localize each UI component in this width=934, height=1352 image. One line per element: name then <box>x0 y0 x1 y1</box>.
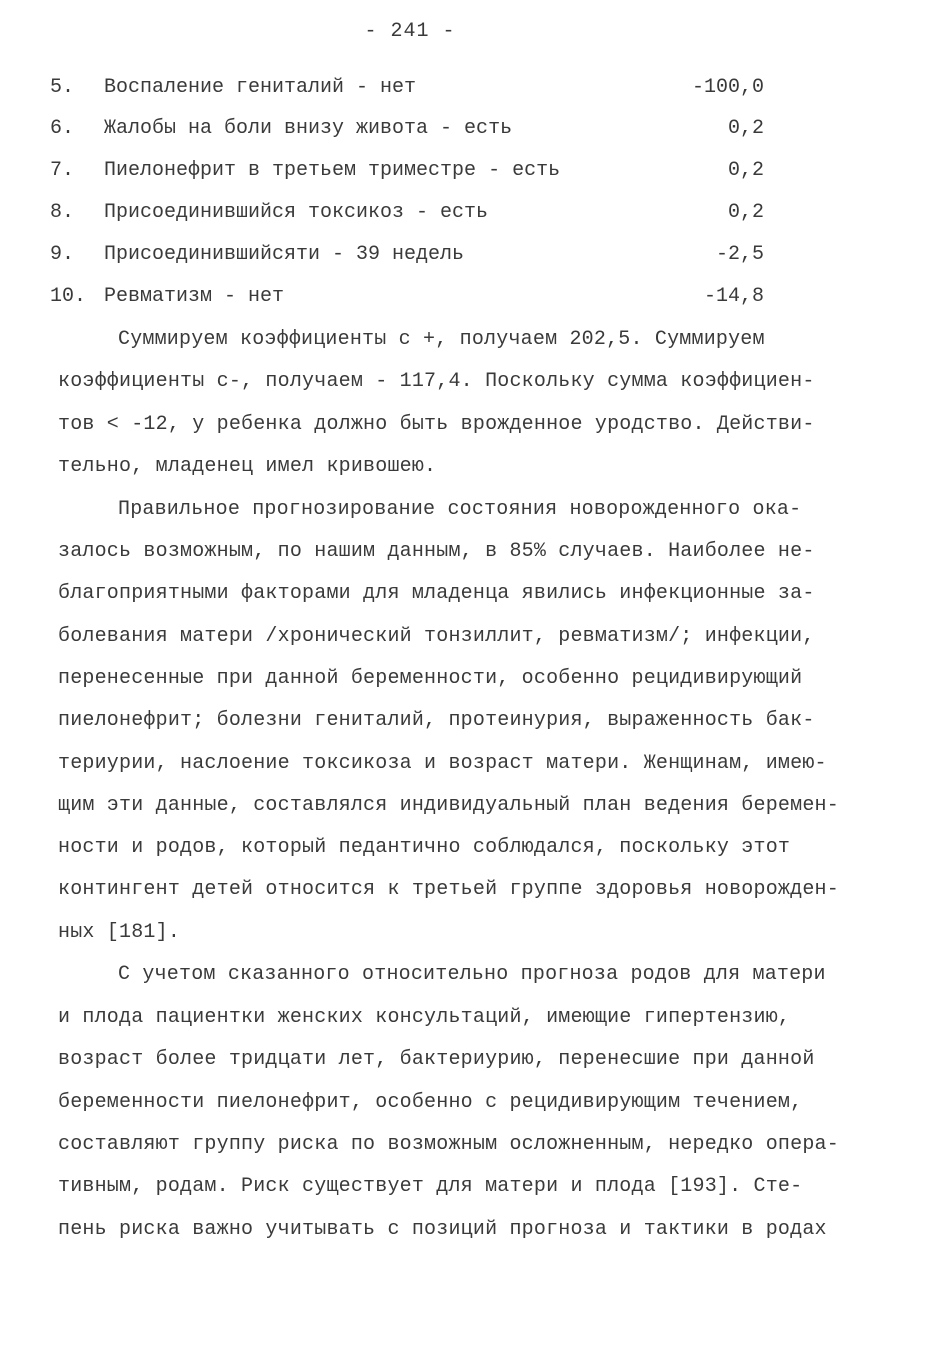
item-number: 9. <box>50 243 75 266</box>
item-value: -14,8 <box>703 285 764 308</box>
item-value: 0,2 <box>727 117 764 140</box>
paragraph-line: тельно, младенец имел кривошею. <box>58 455 437 478</box>
list-item <box>50 159 780 189</box>
item-text: Присоединившийся токсикоз - есть <box>104 201 489 224</box>
list-item <box>50 285 780 315</box>
paragraph-line: перенесенные при данной беременности, особенно рецидивирующий <box>58 667 803 690</box>
item-text: Воспаление гениталий - нет <box>104 76 417 99</box>
list-item <box>50 201 780 231</box>
item-text: Присоединившийсяти - 39 недель <box>104 243 465 266</box>
paragraph-line: ности и родов, который педантично соблюдался, поскольку этот <box>58 836 791 859</box>
paragraph-line: коэффициенты с-, получаем - 117,4. Поскольку сумма коэффициен- <box>58 370 815 393</box>
item-number: 10. <box>50 285 87 308</box>
item-number: 5. <box>50 76 75 99</box>
item-number: 8. <box>50 201 75 224</box>
paragraph-line: териурии, наслоение токсикоза и возраст матери. Женщинам, имею- <box>58 752 827 775</box>
paragraph-line: ных [181]. <box>58 921 181 944</box>
list-item <box>50 76 780 106</box>
item-value: 0,2 <box>727 201 764 224</box>
item-number: 6. <box>50 117 75 140</box>
paragraph-line: С учетом сказанного относительно прогноза родов для матери <box>118 963 826 986</box>
page-number: - 241 - <box>364 20 456 43</box>
item-number: 7. <box>50 159 75 182</box>
item-value: 0,2 <box>727 159 764 182</box>
paragraph-line: пень риска важно учитывать с позиций прогноза и тактики в родах <box>58 1218 827 1241</box>
paragraph-line: пиелонефрит; болезни гениталий, протеинурия, выраженность бак- <box>58 709 815 732</box>
paragraph-line: и плода пациентки женских консультаций, имеющие гипертензию, <box>58 1006 791 1029</box>
paragraph-line: болевания матери /хронический тонзиллит, ревматизм/; инфекции, <box>58 625 815 648</box>
item-value: -100,0 <box>691 76 764 99</box>
list-item <box>50 243 780 273</box>
paragraph-line: Правильное прогнозирование состояния новорожденного ока- <box>118 498 802 521</box>
paragraph-line: тивным, родам. Риск существует для матери и плода [193]. Сте- <box>58 1175 803 1198</box>
item-text: Пиелонефрит в третьем триместре - есть <box>104 159 561 182</box>
paragraph-line: возраст более тридцати лет, бактериурию, перенесшие при данной <box>58 1048 815 1071</box>
paragraph-line: залось возможным, по нашим данным, в 85% случаев. Наиболее не- <box>58 540 815 563</box>
paragraph-line: составляют группу риска по возможным осложненным, нередко опера- <box>58 1133 839 1156</box>
paragraph-line: Суммируем коэффициенты с +, получаем 202,5. Суммируем <box>118 328 765 351</box>
item-text: Жалобы на боли внизу живота - есть <box>104 117 513 140</box>
item-value: -2,5 <box>715 243 764 266</box>
paragraph-line: беременности пиелонефрит, особенно с рецидивирующим течением, <box>58 1091 803 1114</box>
item-text: Ревматизм - нет <box>104 285 285 308</box>
list-item <box>50 117 780 147</box>
paragraph-line: благоприятными факторами для младенца явились инфекционные за- <box>58 582 815 605</box>
paragraph-line: щим эти данные, составлялся индивидуальный план ведения беремен- <box>58 794 839 817</box>
paragraph-line: контингент детей относится к третьей группе здоровья новорожден- <box>58 878 839 901</box>
paragraph-line: тов < -12, у ребенка должно быть врожденное уродство. Действи- <box>58 413 815 436</box>
